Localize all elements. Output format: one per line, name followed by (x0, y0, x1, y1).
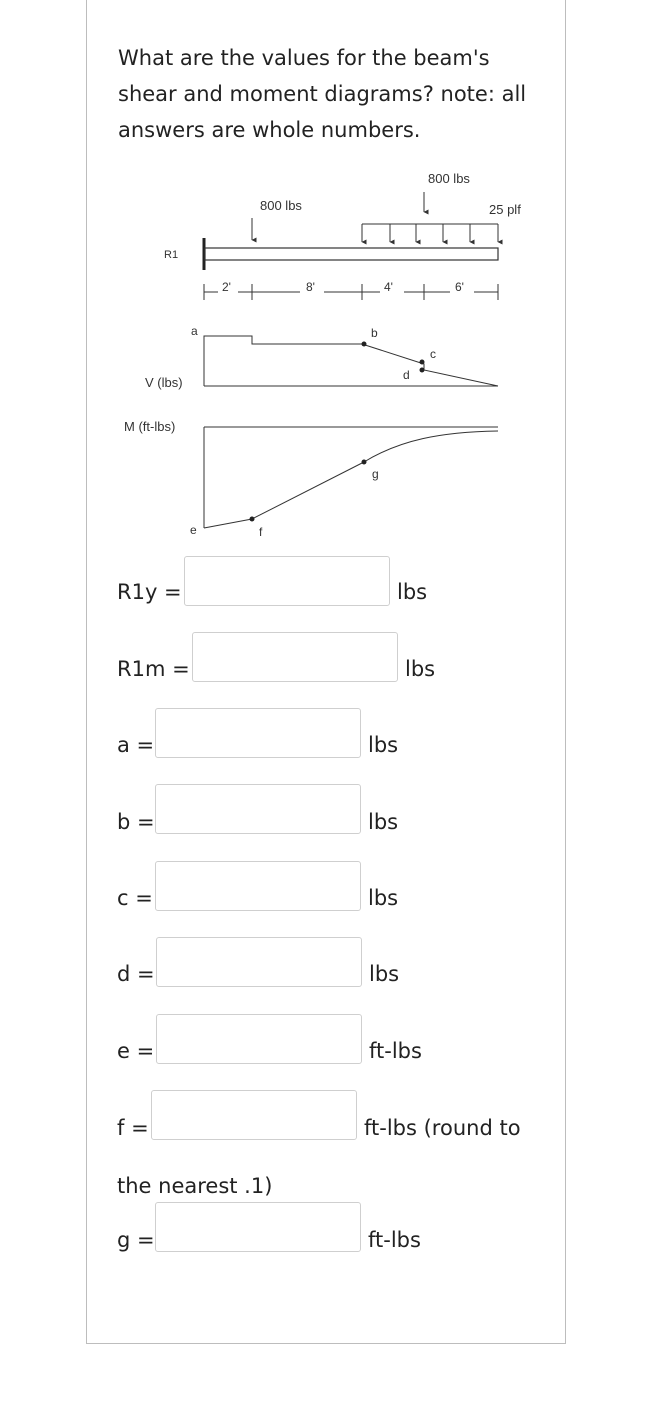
shear-point-b (362, 342, 367, 347)
point-label-g: g (372, 467, 379, 481)
answer-input-r1m[interactable] (192, 632, 398, 682)
question-line-2: shear and moment diagrams? note: all (118, 82, 527, 106)
beam-diagram (0, 0, 668, 560)
dimension-2: 8' (306, 280, 315, 294)
answer-label-r1m: R1m = (117, 657, 190, 681)
moment-point-g (362, 460, 367, 465)
answer-unit-r1m: lbs (405, 657, 436, 681)
point-label-c: c (430, 347, 436, 361)
answer-label-b: b = (117, 810, 155, 834)
answer-input-a[interactable] (155, 708, 361, 758)
answer-unit-f: ft-lbs (round to (364, 1116, 521, 1140)
answer-label-a: a = (117, 733, 155, 757)
shear-point-d (420, 368, 425, 373)
question-line-1: What are the values for the beam's (118, 46, 490, 70)
point-load-2-label: 800 lbs (428, 171, 470, 186)
point-label-a: a (191, 324, 198, 338)
answer-unit-b: lbs (368, 810, 399, 834)
question-line-3: answers are whole numbers. (118, 118, 421, 142)
support-label: R1 (164, 249, 179, 261)
answer-input-e[interactable] (156, 1014, 362, 1064)
answer-unit-c: lbs (368, 886, 399, 910)
answer-unit-g: ft-lbs (368, 1228, 421, 1252)
point-label-d: d (403, 368, 410, 382)
answer-unit-a: lbs (368, 733, 399, 757)
answer-input-c[interactable] (155, 861, 361, 911)
answer-input-g[interactable] (155, 1202, 361, 1252)
answer-input-d[interactable] (156, 937, 362, 987)
beam (205, 248, 498, 260)
note-continuation: the nearest .1) (117, 1174, 273, 1198)
answer-label-r1y: R1y = (117, 580, 182, 604)
dimension-3: 4' (384, 280, 393, 294)
answer-label-g: g = (117, 1228, 155, 1252)
dimension-1: 2' (222, 280, 231, 294)
point-label-f: f (259, 525, 263, 539)
answer-unit-e: ft-lbs (369, 1039, 422, 1063)
distributed-load-label: 25 plf (489, 202, 521, 217)
point-label-e: e (190, 523, 197, 537)
moment-axis-label: M (ft-lbs) (124, 419, 176, 434)
shear-diagram (204, 336, 498, 386)
shear-point-c (420, 360, 425, 365)
answer-label-c: c = (117, 886, 153, 910)
answer-input-r1y[interactable] (184, 556, 390, 606)
distributed-load-arrows (362, 224, 498, 242)
moment-diagram (204, 427, 498, 528)
answer-label-e: e = (117, 1039, 155, 1063)
answer-input-f[interactable] (151, 1090, 357, 1140)
point-label-b: b (371, 326, 378, 340)
shear-axis-label: V (lbs) (145, 375, 183, 390)
answer-unit-r1y: lbs (397, 580, 428, 604)
answer-input-b[interactable] (155, 784, 361, 834)
answer-label-d: d = (117, 962, 155, 986)
answer-label-f: f = (117, 1116, 149, 1140)
answer-unit-d: lbs (369, 962, 400, 986)
moment-point-f (250, 517, 255, 522)
dimension-4: 6' (455, 280, 464, 294)
point-load-1-label: 800 lbs (260, 198, 302, 213)
